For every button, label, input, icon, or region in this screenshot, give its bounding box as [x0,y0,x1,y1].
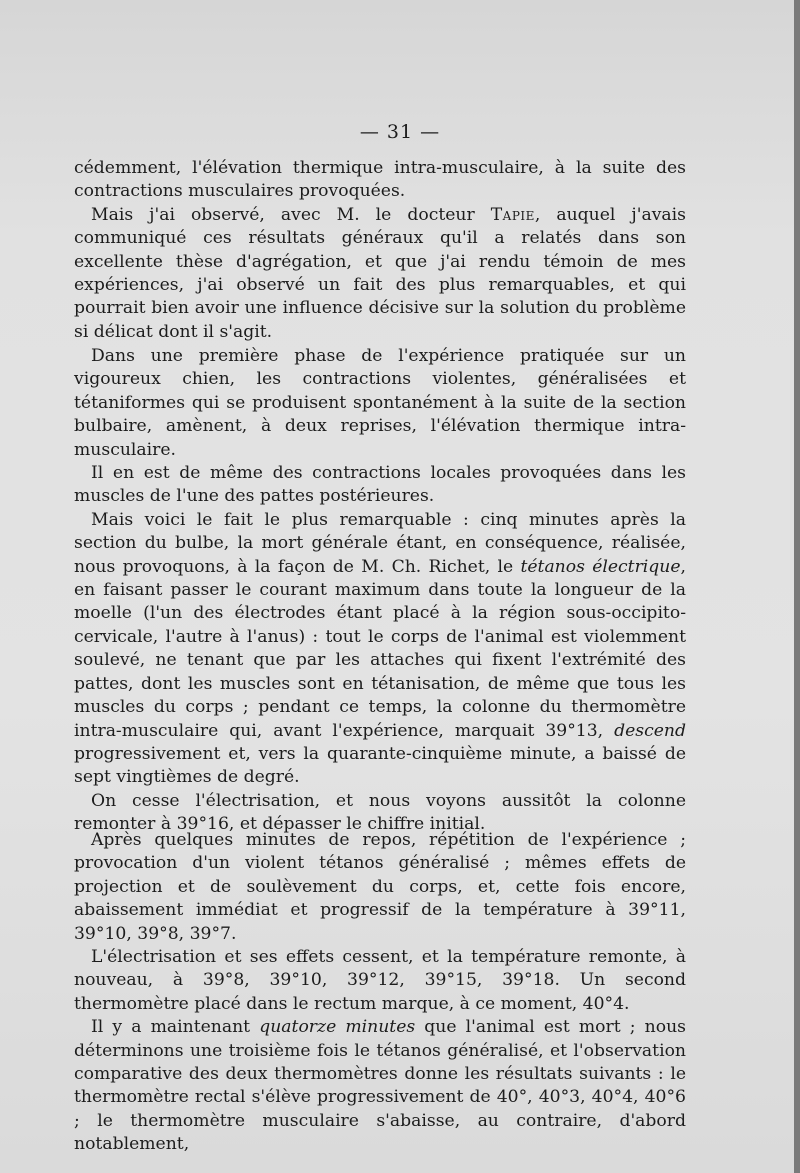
paragraph-text: Mais j'ai observé, avec M. le docteur [91,204,491,225]
page-number: — 31 — [359,121,441,143]
paragraph-continuation: cédemment, l'élévation thermique intra-musculaire, à la suite des contractions musculaires provoquées. [74,158,686,202]
paragraph-text: , en faisant passer le courant maximum dans toute la longueur de la moelle (l'un des électrodes étant placé à la région sous-occipito-cervicale, l'autre à l'anus) : tout le corps de l'animal est violemment soulevé, ne tenant que par les attaches qui fixent l'extrémité des pattes, dont les muscles sont en tétanisation, de même que tous les muscles du corps ; pendant ce temps, la colonne du thermomètre intra-musculaire qui, avant l'expérience, marquait 39°13, [74,556,687,741]
paragraph-remarkable-fact [74,509,686,790]
paragraph-text: Il y a maintenant [91,1017,260,1038]
paragraph-text: , auquel j'avais communiqué ces résultats généraux qu'il a relatés dans son excellente thèse d'agrégation, et que j'ai rendu témoin de mes expériences, j'ai observé un fait des plus remarquables, et qui pourrait bien avoir une influence décisive sur la solution du problème si délicat dont il s'agit. [74,204,686,342]
paragraph-temperature-rise: L'électrisation et ses effets cessent, et la température remonte, à nouveau, à 39°8, 39°10, 39°12, 39°15, 39°18. Un second thermomètre placé dans le rectum marque, à ce moment, 40°4. [74,947,686,1014]
paragraph-text: Mais voici le fait le plus remarquable : cinq minutes après la section du bulbe, la mort générale étant, en conséquence, réalisée, nous provoquons, à la façon de M. Ch. Richet, le [74,509,686,577]
paragraph-tapie [74,204,686,344]
author-name-smallcaps: Tapie [490,204,535,225]
text-block-top [74,157,686,344]
italic-term: quatorze minutes [259,1017,416,1038]
paragraph-text: que l'animal est mort ; nous déterminons une troisième fois le tétanos généralisé, et l'observation comparative des deux thermomètres donne les résultats suivants : le thermomètre rectal s'élève progressivement de 40°, 40°3, 40°4, 40°6 ; le thermomètre musculaire s'abaisse, au contraire, d'abord notablement, [74,1017,686,1155]
page-edge-shadow [794,0,800,1173]
paragraph-repetition: Après quelques minutes de repos, répétition de l'expérience ; provocation d'un violent tétanos généralisé ; mêmes effets de projection et de soulèvement du corps, et, cette fois encore, abaissement immédiat et progressif de la température à 39°11, 39°10, 39°8, 39°7. [74,830,686,944]
paragraph-first-phase: Dans une première phase de l'expérience pratiquée sur un vigoureux chien, les contractions violentes, généralisées et tétaniformes qui se produisent spontanément à la suite de la section bulbaire, amènent, à deux reprises, l'élévation thermique intra-musculaire. [74,346,686,460]
paragraph-text: progressivement et, vers la quarante-cinquième minute, a baissé de sept vingtièmes de degré. [74,743,686,788]
italic-term: tétanos électrique [520,556,681,577]
text-block-middle [74,345,686,837]
text-block-bottom [74,829,686,1157]
paragraph-fourteen-minutes [74,1016,686,1156]
paragraph-stop-electrisation: On cesse l'électrisation, et nous voyons aussitôt la colonne remonter à 39°16, et dépasser le chiffre initial. [74,790,686,835]
italic-term: descend [614,720,686,741]
paragraph-local-contractions: Il en est de même des contractions locales provoquées dans les muscles de l'une des pattes postérieures. [74,463,686,507]
